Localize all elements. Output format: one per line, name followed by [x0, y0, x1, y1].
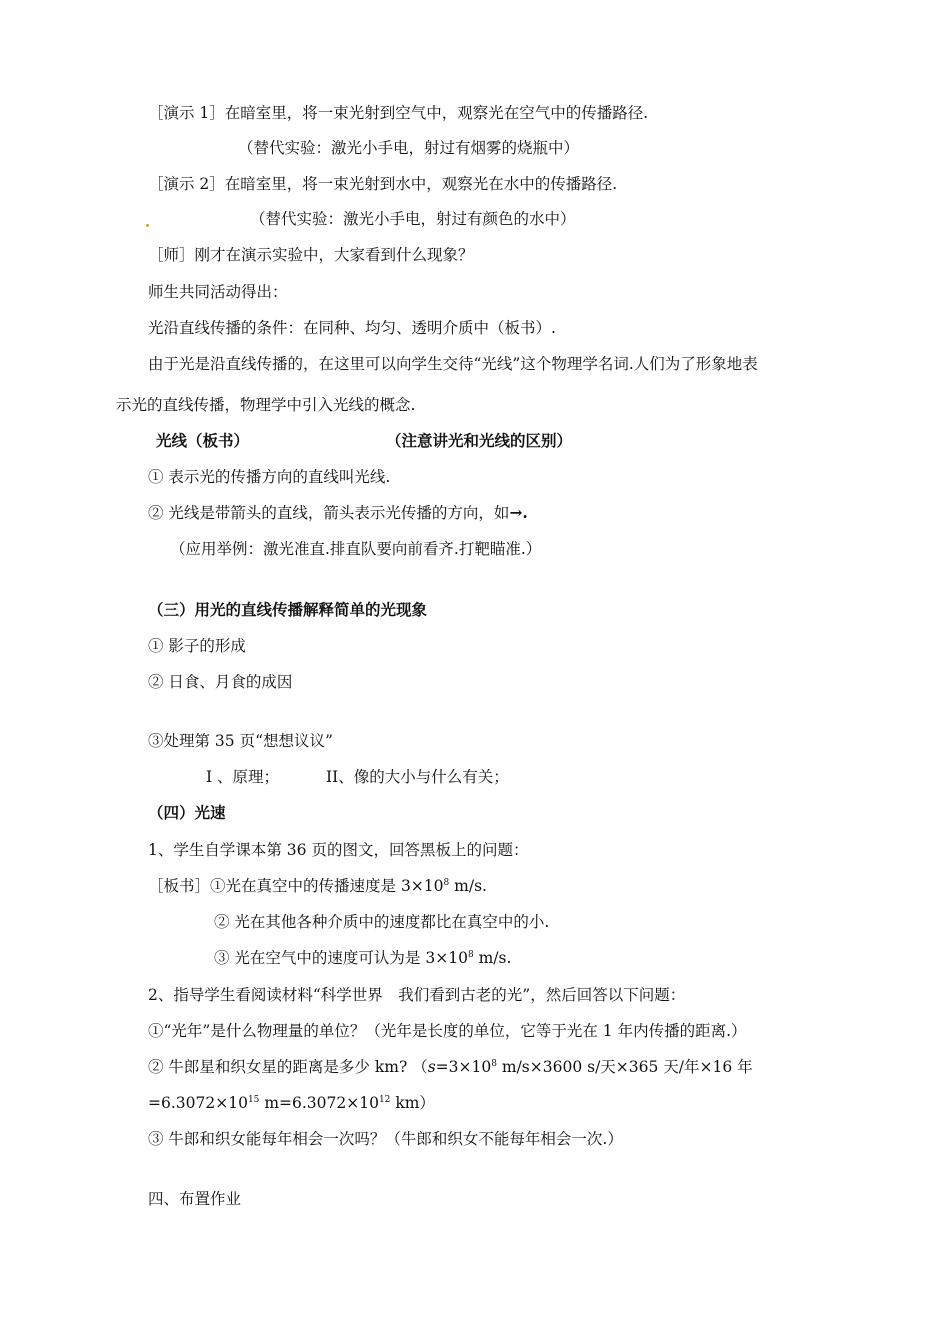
section-4-heading: （四）光速 [148, 803, 226, 822]
speed-3-text: ③ 光在空气中的速度可认为是 3×10 [214, 949, 468, 967]
question-2-formula-a: =3×10 [435, 1058, 492, 1076]
speed-3-exponent: 8 [467, 949, 474, 960]
teacher-question: ［师］刚才在演示实验中，大家看到什么现象？ [148, 246, 474, 264]
speed-1-text: ①光在真空中的传播速度是 3×10 [210, 877, 444, 895]
section-3-heading: （三）用光的直线传播解释简单的光现象 [148, 600, 428, 619]
light-ray-heading: 光线（板书） [156, 431, 250, 450]
result-unit: km） [390, 1094, 435, 1112]
eclipse-cause: ② 日食、月食的成因 [148, 673, 293, 691]
arrow-symbol: →. [509, 503, 528, 522]
light-ray-note: （注意讲光和光线的区别） [386, 431, 573, 450]
homework-heading: 四、布置作业 [148, 1190, 242, 1208]
alternative-experiment-1: （替代实验：激光小手电，射过有烟雾的烧瓶中） [238, 139, 580, 157]
self-study-text: 1、学生自学课本第 36 页的图文，回答黑板上的问题： [148, 841, 529, 859]
board-label: ［板书］ [148, 877, 211, 895]
question-3: ③ 牛郎和织女能每年相会一次吗？（牛郎和织女不能每年相会一次.） [148, 1130, 623, 1148]
question-1: ①“光年”是什么物理量的单位？（光年是长度的单位，它等于光在 1 年内传播的距离.） [148, 1022, 747, 1040]
demo-2-text: ［演示 2］在暗室里，将一束光射到水中，观察光在水中的传播路径. [148, 175, 618, 193]
distance-variable: s [427, 1058, 436, 1076]
result-exponent-a: 15 [247, 1094, 260, 1105]
speed-1-exponent: 8 [443, 877, 450, 888]
propagation-condition: 光沿直线传播的条件：在同种、均匀、透明介质中（板书）. [148, 319, 556, 337]
light-ray-explanation-line-2: 示光的直线传播，物理学中引入光线的概念. [116, 396, 416, 414]
demo-1-text: ［演示 1］在暗室里，将一束光射到空气中，观察光在空气中的传播路径. [148, 104, 649, 122]
speed-3-unit: m/s. [473, 949, 512, 967]
reading-material-instruction: 2、指导学生看阅读材料“科学世界 我们看到古老的光”，然后回答以下问题： [148, 986, 686, 1004]
stray-dot-mark [146, 224, 149, 227]
board-speed-2: ② 光在其他各种介质中的速度都比在真空中的小. [214, 913, 550, 931]
speed-1-unit: m/s. [449, 877, 487, 895]
question-2-formula-b: m/s×3600 s/天×365 天/年×16 年 [496, 1058, 753, 1076]
page-35-discussion: ③处理第 35 页“想想议议” [148, 732, 333, 750]
light-ray-explanation-line-1: 由于光是沿直线传播的，在这里可以向学生交待“光线”这个物理学名词.人们为了形象地表 [148, 355, 758, 373]
result-value-b: m=6.3072×10 [259, 1094, 379, 1112]
question-2-exponent: 8 [491, 1058, 497, 1069]
application-examples: （应用举例：激光准直.排直队要向前看齐.打靶瞄准.） [170, 540, 542, 558]
alternative-experiment-2: （替代实验：激光小手电，射过有颜色的水中） [250, 210, 576, 228]
principle-item: Ⅰ 、原理； [206, 768, 280, 786]
question-2 [148, 1057, 753, 1077]
question-2-result [148, 1093, 435, 1113]
joint-activity-text: 师生共同活动得出： [148, 283, 288, 301]
result-exponent-b: 12 [378, 1094, 391, 1105]
ray-definition-2-text: ② 光线是带箭头的直线，箭头表示光传播的方向，如 [148, 504, 510, 522]
board-speed-1 [148, 876, 487, 896]
question-2-text: ② 牛郎星和织女星的距离是多少 km? （ [148, 1058, 428, 1076]
ray-definition-1: ① 表示光的传播方向的直线叫光线. [148, 468, 391, 486]
ray-definition-2 [148, 503, 528, 523]
shadow-formation: ① 影子的形成 [148, 637, 246, 655]
result-value-a: =6.3072×10 [148, 1094, 248, 1112]
board-speed-3 [214, 948, 511, 968]
image-size-item: II、像的大小与什么有关； [326, 768, 509, 786]
